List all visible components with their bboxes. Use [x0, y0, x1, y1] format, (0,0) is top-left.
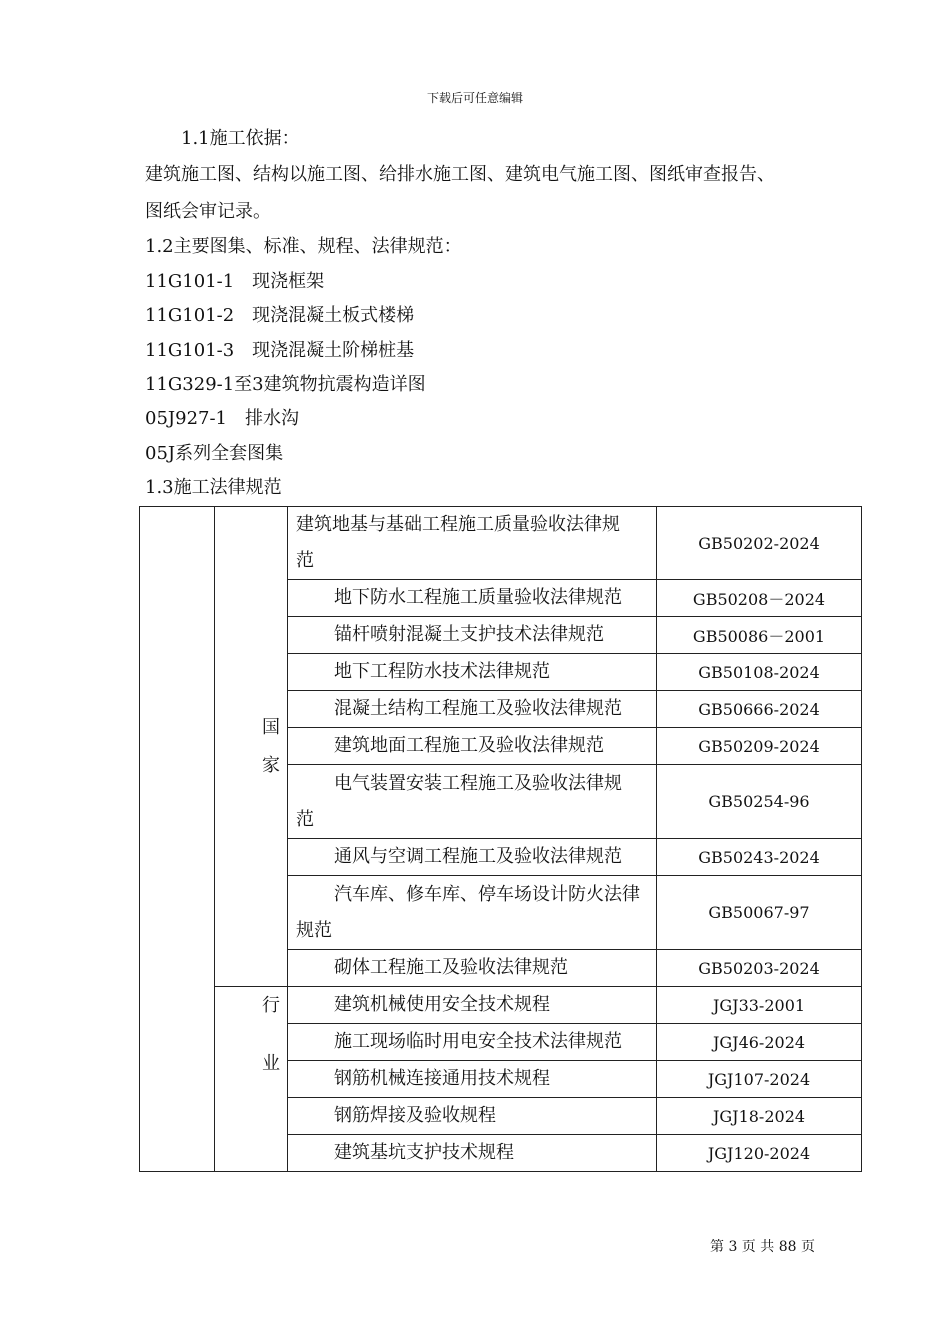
- page-header: 下载后可任意编辑: [426, 91, 523, 105]
- body-text-line: 建筑施工图、结构以施工图、给排水施工图、建筑电气施工图、图纸审查报告、: [145, 164, 775, 185]
- standards-table: [139, 506, 862, 1172]
- standard-code: GB50666-2024: [657, 691, 862, 728]
- standard-code: GB50067-97: [657, 876, 862, 950]
- atlas-item: 11G329-1至3建筑物抗震构造详图: [145, 374, 426, 395]
- standard-name: 砌体工程施工及验收法律规范: [288, 950, 657, 987]
- standard-name: 建筑地基与基础工程施工质量验收法律规 范: [288, 507, 657, 580]
- standard-code: JGJ33-2001: [657, 987, 862, 1024]
- standard-name: 汽车库、修车库、停车场设计防火法律 规范: [288, 876, 657, 950]
- page-number: 第 3 页 共 88 页: [710, 1239, 815, 1255]
- standard-name: 建筑地面工程施工及验收法律规范: [288, 728, 657, 765]
- standard-code: JGJ120-2024: [657, 1135, 862, 1172]
- atlas-item: 05J系列全套图集: [145, 443, 284, 464]
- standard-name: 通风与空调工程施工及验收法律规范: [288, 839, 657, 876]
- standard-code: GB50202-2024: [657, 507, 862, 580]
- atlas-item: 11G101-3 现浇混凝土阶梯桩基: [145, 340, 415, 361]
- table-row: [140, 507, 862, 580]
- standard-code: GB50243-2024: [657, 839, 862, 876]
- standard-name: 建筑基坑支护技术规程: [288, 1135, 657, 1172]
- blank-column-cell: [140, 507, 215, 1172]
- atlas-item: 05J927-1 排水沟: [145, 408, 300, 429]
- atlas-item: 11G101-2 现浇混凝土板式楼梯: [145, 305, 415, 326]
- standard-code: GB50209-2024: [657, 728, 862, 765]
- body-text-line: 图纸会审记录。: [145, 201, 271, 222]
- standard-name: 钢筋焊接及验收规程: [288, 1098, 657, 1135]
- atlas-item: 11G101-1 现浇框架: [145, 271, 325, 292]
- section-1-3-heading: 1.3施工法律规范: [145, 477, 282, 498]
- standard-name: 施工现场临时用电安全技术法律规范: [288, 1024, 657, 1061]
- standard-code: GB50208－2024: [657, 580, 862, 617]
- category-char: 国: [262, 716, 280, 738]
- standard-code: GB50254-96: [657, 765, 862, 839]
- standard-code: JGJ107-2024: [657, 1061, 862, 1098]
- standard-name: 地下防水工程施工质量验收法律规范: [288, 580, 657, 617]
- standard-name: 建筑机械使用安全技术规程: [288, 987, 657, 1024]
- standard-code: GB50108-2024: [657, 654, 862, 691]
- standard-name: 锚杆喷射混凝土支护技术法律规范: [288, 617, 657, 654]
- category-industry: [215, 987, 288, 1172]
- standard-name: 地下工程防水技术法律规范: [288, 654, 657, 691]
- category-national: [215, 507, 288, 987]
- standard-name: 混凝土结构工程施工及验收法律规范: [288, 691, 657, 728]
- standard-code: GB50203-2024: [657, 950, 862, 987]
- standard-code: JGJ18-2024: [657, 1098, 862, 1135]
- standard-code: JGJ46-2024: [657, 1024, 862, 1061]
- category-char: 业: [262, 1053, 280, 1074]
- section-1-2-heading: 1.2主要图集、标准、规程、法律规范：: [145, 236, 462, 257]
- standard-name: 电气装置安装工程施工及验收法律规 范: [288, 765, 657, 839]
- standard-name: 钢筋机械连接通用技术规程: [288, 1061, 657, 1098]
- standard-code: GB50086－2001: [657, 617, 862, 654]
- category-char: 行: [262, 995, 280, 1016]
- section-1-1-heading: 1.1施工依据：: [181, 128, 300, 149]
- category-char: 家: [262, 754, 280, 776]
- table-row: [140, 987, 862, 1024]
